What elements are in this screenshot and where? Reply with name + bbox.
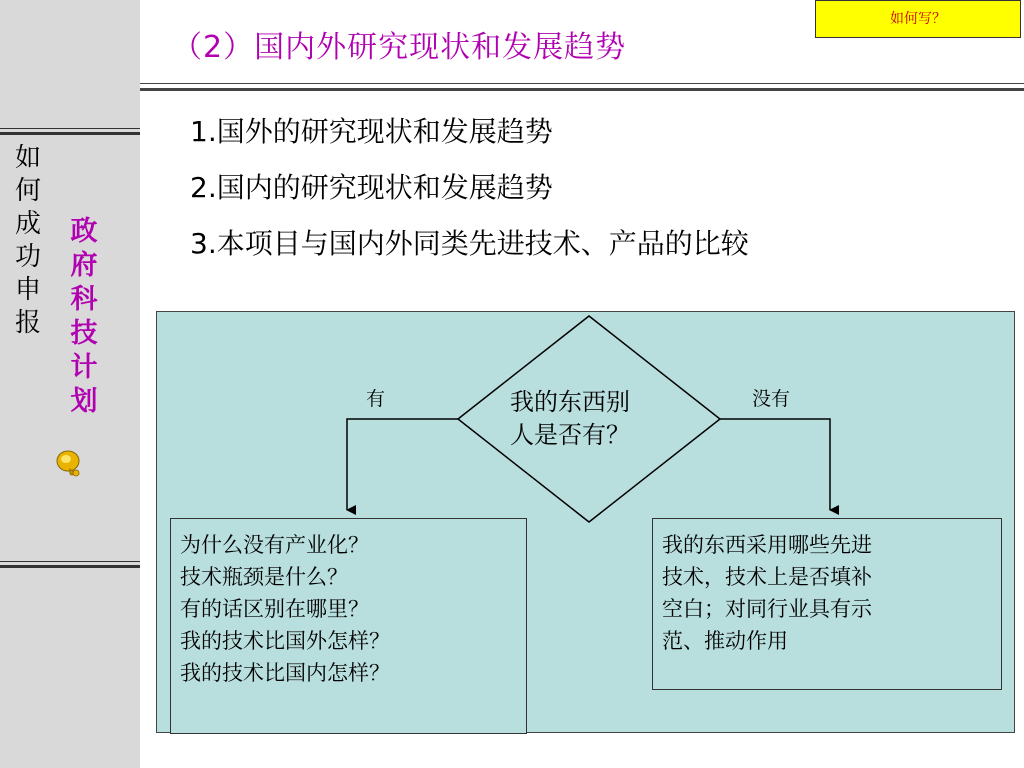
sidebar-title-char: 成 [14, 209, 41, 239]
sidebar-title-char: 何 [14, 176, 41, 206]
yes-outcome-box: 为什么没有产业化？ 技术瓶颈是什么？ 有的话区别在哪里？ 我的技术比国外怎样？ 我的技术比国内怎样？ [170, 518, 527, 734]
point-text: 本项目与国内外同类先进技术、产品的比较 [216, 227, 749, 260]
no-branch-arrow [720, 419, 830, 510]
decision-text: 我的东西别 人是否有？ [510, 388, 630, 449]
point-number: 1. [190, 115, 217, 148]
sidebar-subtitle-char: 划 [70, 386, 98, 417]
sidebar-subtitle-char: 技 [70, 318, 98, 349]
point-number: 2. [190, 171, 217, 204]
sidebar-subtitle-char: 科 [70, 284, 98, 315]
point-text: 国内的研究现状和发展趋势 [216, 171, 553, 204]
sidebar-subtitle-char: 计 [70, 352, 98, 383]
sidebar-subtitle-char: 府 [70, 250, 98, 281]
no-branch-label: 没有 [752, 388, 791, 410]
sidebar-title-char: 如 [14, 143, 41, 173]
yes-branch-arrow [347, 419, 458, 510]
sidebar-title-char: 报 [14, 308, 41, 338]
yes-branch-label: 有 [366, 388, 386, 410]
sidebar-subtitle-char: 政 [70, 216, 98, 247]
point-number: 3. [190, 227, 217, 260]
point-text: 国外的研究现状和发展趋势 [216, 115, 553, 148]
how-to-write-badge: 如何写？ [815, 0, 1021, 38]
no-outcome-box: 我的东西采用哪些先进 技术，技术上是否填补 空白；对同行业具有示 范、推动作用 [652, 518, 1002, 690]
sidebar-title-char: 申 [14, 275, 41, 305]
sidebar-title-char: 功 [14, 242, 41, 272]
page-title: （2）国内外研究现状和发展趋势 [172, 30, 627, 65]
